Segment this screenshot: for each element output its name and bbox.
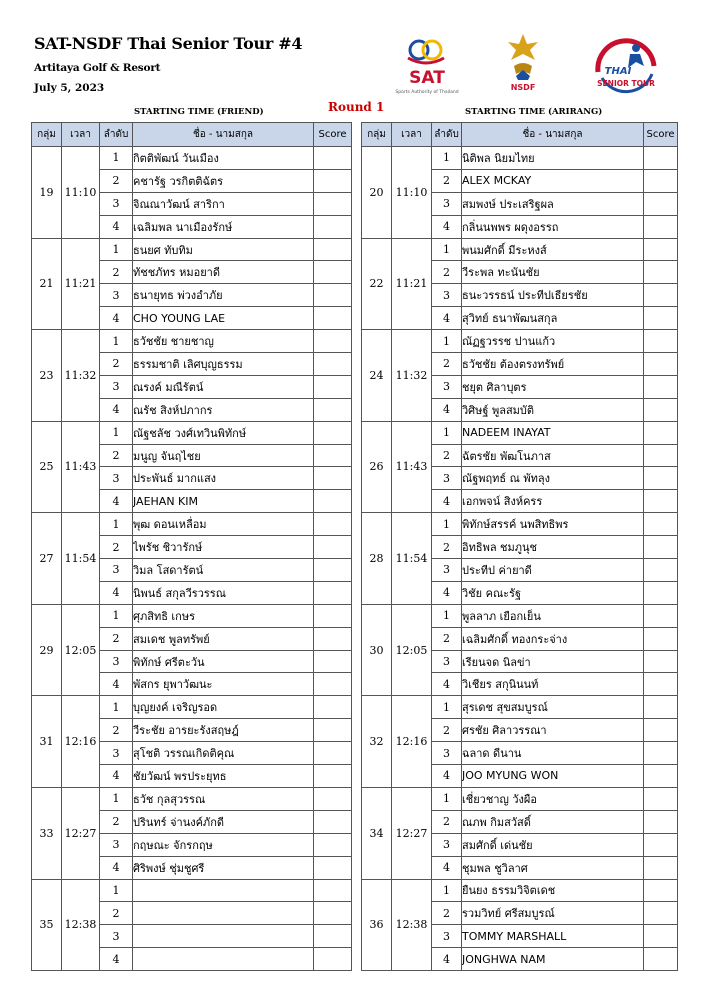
thai-logo-line1: THAI: [604, 66, 632, 77]
round-label: Round 1: [328, 100, 385, 114]
player-order: 1: [432, 787, 462, 810]
player-order: 3: [432, 467, 462, 490]
player-order: 1: [100, 421, 133, 444]
group-number: 31: [32, 696, 62, 788]
score-cell[interactable]: [644, 581, 678, 604]
score-cell[interactable]: [314, 467, 352, 490]
score-cell[interactable]: [314, 353, 352, 376]
score-cell[interactable]: [644, 444, 678, 467]
score-cell[interactable]: [644, 147, 678, 170]
player-order: 4: [432, 490, 462, 513]
player-order: 1: [100, 604, 133, 627]
player-name: ณรัช สิงห์ปภากร: [133, 398, 314, 421]
player-name: พนมศักดิ์ มีระหงส์: [462, 238, 644, 261]
player-order: 3: [432, 650, 462, 673]
name-header: ชื่อ - นามสกุล: [462, 123, 644, 147]
player-name: JONGHWA NAM: [462, 948, 644, 971]
player-name: สมศักดิ์ เด่นชัย: [462, 833, 644, 856]
player-name: ธนายุทธ พ่วงอำภัย: [133, 284, 314, 307]
player-name: [133, 925, 314, 948]
player-row: [32, 787, 352, 810]
player-order: 1: [100, 696, 133, 719]
player-row: [362, 513, 678, 536]
score-cell[interactable]: [644, 856, 678, 879]
tour-title: SAT-NSDF Thai Senior Tour #4: [34, 34, 303, 53]
score-cell[interactable]: [644, 650, 678, 673]
tee-time: 11:21: [62, 238, 100, 330]
score-cell[interactable]: [644, 559, 678, 582]
tee-time: 11:54: [392, 513, 432, 605]
player-order: 4: [432, 673, 462, 696]
score-cell[interactable]: [314, 536, 352, 559]
player-order: 1: [432, 238, 462, 261]
player-order: 2: [432, 353, 462, 376]
player-order: 2: [432, 536, 462, 559]
player-order: 2: [100, 353, 133, 376]
group-number: 30: [362, 604, 392, 696]
score-cell[interactable]: [644, 353, 678, 376]
score-cell[interactable]: [314, 215, 352, 238]
thai-senior-tour-logo: [588, 36, 668, 98]
venue-name: Artitaya Golf & Resort: [34, 62, 161, 74]
score-cell[interactable]: [644, 696, 678, 719]
left-section-title: STARTING TIME (FRIEND): [134, 107, 264, 117]
score-cell[interactable]: [314, 765, 352, 788]
tee-time: 12:05: [392, 604, 432, 696]
player-name: เฉลิมศักดิ์ ทองกระจ่าง: [462, 627, 644, 650]
player-order: 3: [100, 467, 133, 490]
player-order: 4: [432, 215, 462, 238]
score-cell[interactable]: [644, 833, 678, 856]
score-cell[interactable]: [644, 192, 678, 215]
player-name: กฤษณะ จักรกฤษ: [133, 833, 314, 856]
group-number: 27: [32, 513, 62, 605]
score-cell[interactable]: [314, 650, 352, 673]
player-name: นิพนธ์ สกุลวีรวรรณ: [133, 581, 314, 604]
player-order: 3: [100, 925, 133, 948]
player-name: อิทธิพล ชมภูนุช: [462, 536, 644, 559]
player-name: ธนยศ ทับทิม: [133, 238, 314, 261]
player-name: วีระพล ทะนันชัย: [462, 261, 644, 284]
player-order: 2: [100, 810, 133, 833]
score-cell[interactable]: [314, 398, 352, 421]
player-row: [362, 787, 678, 810]
player-row: [362, 604, 678, 627]
player-order: 3: [100, 833, 133, 856]
score-cell[interactable]: [644, 719, 678, 742]
player-order: 3: [432, 559, 462, 582]
player-order: 1: [100, 879, 133, 902]
table-header-row: [32, 123, 352, 147]
player-name: พูลลาภ เยือกเย็น: [462, 604, 644, 627]
score-cell[interactable]: [644, 673, 678, 696]
player-name: ฉลาด ดีนาน: [462, 742, 644, 765]
event-date: July 5, 2023: [34, 82, 105, 94]
tee-time: 11:21: [392, 238, 432, 330]
group-number: 23: [32, 330, 62, 422]
score-cell[interactable]: [644, 627, 678, 650]
player-order: 4: [100, 215, 133, 238]
player-order: 3: [100, 192, 133, 215]
score-cell[interactable]: [314, 902, 352, 925]
score-cell[interactable]: [644, 604, 678, 627]
score-cell[interactable]: [314, 833, 352, 856]
player-order: 4: [432, 581, 462, 604]
score-cell[interactable]: [314, 147, 352, 170]
player-name: ยืนยง ธรรมวิจิตเดช: [462, 879, 644, 902]
score-cell[interactable]: [314, 559, 352, 582]
group-header: กลุ่ม: [362, 123, 392, 147]
tee-time: 11:43: [62, 421, 100, 513]
player-order: 3: [432, 833, 462, 856]
player-order: 1: [432, 147, 462, 170]
player-name: เชี่ยวชาญ วังผือ: [462, 787, 644, 810]
player-order: 1: [432, 696, 462, 719]
nsdf-logo-text: NSDF: [510, 83, 536, 92]
right-section-title: STARTING TIME (ARIRANG): [465, 107, 603, 117]
order-header: ลำดับ: [432, 123, 462, 147]
tee-time: 11:43: [392, 421, 432, 513]
tee-time: 12:27: [392, 787, 432, 879]
group-number: 33: [32, 787, 62, 879]
player-name: พัสกร ยุพาวัฒนะ: [133, 673, 314, 696]
group-number: 25: [32, 421, 62, 513]
score-cell[interactable]: [314, 879, 352, 902]
player-order: 3: [432, 925, 462, 948]
player-name: [133, 902, 314, 925]
player-name: สุโชติ วรรณเกิดติคุณ: [133, 742, 314, 765]
player-row: [32, 330, 352, 353]
player-name: ธนะวรรธน์ ประทีปเธียรชัย: [462, 284, 644, 307]
player-order: 1: [432, 421, 462, 444]
score-cell[interactable]: [314, 673, 352, 696]
player-name: TOMMY MARSHALL: [462, 925, 644, 948]
score-cell[interactable]: [314, 787, 352, 810]
score-cell[interactable]: [314, 948, 352, 971]
player-name: JOO MYUNG WON: [462, 765, 644, 788]
score-cell[interactable]: [314, 719, 352, 742]
player-name: วิเชียร สกุนินนท์: [462, 673, 644, 696]
score-cell[interactable]: [314, 444, 352, 467]
score-cell[interactable]: [644, 467, 678, 490]
player-name: ธวัชชัย ต้องตรงทรัพย์: [462, 353, 644, 376]
score-cell[interactable]: [314, 307, 352, 330]
score-cell[interactable]: [644, 307, 678, 330]
player-row: [32, 238, 352, 261]
player-name: ณัฏฐวรรช ปานแก้ว: [462, 330, 644, 353]
score-cell[interactable]: [644, 765, 678, 788]
score-cell[interactable]: [314, 696, 352, 719]
score-cell[interactable]: [314, 238, 352, 261]
sat-logo-subtext: Sports Authority of Thailand: [395, 90, 459, 95]
group-number: 32: [362, 696, 392, 788]
score-cell[interactable]: [314, 284, 352, 307]
player-name: วีระชัย อารยะรังสฤษฎ์: [133, 719, 314, 742]
player-name: สุวิทย์ ธนาพัฒนสกุล: [462, 307, 644, 330]
player-name: ธวัชชัย ชายชาญ: [133, 330, 314, 353]
score-cell[interactable]: [314, 810, 352, 833]
player-order: 3: [100, 559, 133, 582]
player-name: สุรเดช สุขสมบูรณ์: [462, 696, 644, 719]
score-cell[interactable]: [644, 375, 678, 398]
score-cell[interactable]: [314, 261, 352, 284]
player-row: [32, 147, 352, 170]
score-cell[interactable]: [644, 284, 678, 307]
player-order: 1: [100, 330, 133, 353]
player-name: สมพงษ์ ประเสริฐผล: [462, 192, 644, 215]
player-name: พิทักษ์ ศรีตะวัน: [133, 650, 314, 673]
player-order: 2: [432, 810, 462, 833]
player-row: [32, 696, 352, 719]
player-name: กลิ่นนพพร ผดุงอรรถ: [462, 215, 644, 238]
time-header: เวลา: [62, 123, 100, 147]
group-number: 22: [362, 238, 392, 330]
score-header: Score: [644, 123, 678, 147]
score-cell[interactable]: [644, 421, 678, 444]
player-order: 4: [100, 673, 133, 696]
score-cell[interactable]: [314, 375, 352, 398]
tee-time: 12:38: [62, 879, 100, 971]
player-order: 4: [100, 398, 133, 421]
player-row: [32, 879, 352, 902]
nsdf-logo: [494, 30, 552, 94]
player-name: จิณณาวัฒน์ สาริกา: [133, 192, 314, 215]
player-name: ประพันธ์ มากแสง: [133, 467, 314, 490]
player-name: NADEEM INAYAT: [462, 421, 644, 444]
player-order: 1: [432, 513, 462, 536]
player-order: 2: [100, 261, 133, 284]
player-name: พุฒ ดอนเหลื่อม: [133, 513, 314, 536]
player-order: 4: [100, 307, 133, 330]
player-order: 3: [432, 375, 462, 398]
player-order: 1: [100, 238, 133, 261]
score-cell[interactable]: [314, 604, 352, 627]
player-order: 1: [432, 330, 462, 353]
player-name: ฉัตรชัย พัฒโนภาส: [462, 444, 644, 467]
score-cell[interactable]: [644, 948, 678, 971]
player-row: [362, 330, 678, 353]
player-order: 3: [432, 742, 462, 765]
player-order: 3: [100, 650, 133, 673]
sat-logo-text: SAT: [409, 68, 445, 88]
player-order: 3: [100, 375, 133, 398]
score-cell[interactable]: [644, 879, 678, 902]
score-cell[interactable]: [314, 627, 352, 650]
player-name: รวมวิทย์ ศรีสมบูรณ์: [462, 902, 644, 925]
player-name: ชยุต ศิลาบุตร: [462, 375, 644, 398]
group-number: 29: [32, 604, 62, 696]
player-name: พิทักษ์สรรค์ นพสิทธิพร: [462, 513, 644, 536]
player-row: [32, 513, 352, 536]
player-order: 2: [100, 536, 133, 559]
player-name: คชารัฐ วรกิตติฉัตร: [133, 169, 314, 192]
player-order: 4: [100, 948, 133, 971]
player-name: ทัชชภัทร หมอยาดี: [133, 261, 314, 284]
player-order: 2: [432, 719, 462, 742]
score-cell[interactable]: [644, 742, 678, 765]
player-name: วิศิษฐ์ พูลสมบัติ: [462, 398, 644, 421]
group-number: 24: [362, 330, 392, 422]
player-order: 3: [432, 284, 462, 307]
player-name: ธวัช กุลสุวรรณ: [133, 787, 314, 810]
player-order: 3: [100, 284, 133, 307]
player-name: JAEHAN KIM: [133, 490, 314, 513]
player-order: 2: [432, 261, 462, 284]
player-name: ศรชัย ศิลาวรรณา: [462, 719, 644, 742]
score-cell[interactable]: [314, 513, 352, 536]
player-name: CHO YOUNG LAE: [133, 307, 314, 330]
score-cell[interactable]: [644, 215, 678, 238]
tee-time: 12:16: [62, 696, 100, 788]
player-order: 2: [432, 444, 462, 467]
tee-time: 12:16: [392, 696, 432, 788]
player-order: 1: [100, 787, 133, 810]
score-cell[interactable]: [644, 513, 678, 536]
player-name: [133, 948, 314, 971]
player-order: 2: [100, 627, 133, 650]
score-cell[interactable]: [644, 238, 678, 261]
time-header: เวลา: [392, 123, 432, 147]
player-name: ณัฐพฤทธ์ ณ พัทลุง: [462, 467, 644, 490]
table-header-row: [362, 123, 678, 147]
right-starting-table: [361, 122, 678, 971]
score-cell[interactable]: [314, 925, 352, 948]
score-cell[interactable]: [314, 490, 352, 513]
score-cell[interactable]: [314, 742, 352, 765]
player-name: สมเดช พูลทรัพย์: [133, 627, 314, 650]
score-cell[interactable]: [314, 856, 352, 879]
score-cell[interactable]: [644, 810, 678, 833]
player-name: กิตติพัฒน์ วันเมือง: [133, 147, 314, 170]
group-number: 36: [362, 879, 392, 971]
player-row: [32, 604, 352, 627]
left-starting-table: [31, 122, 352, 971]
tee-time: 11:10: [62, 147, 100, 239]
player-name: ไพรัช ชิวารักษ์: [133, 536, 314, 559]
tee-time: 12:27: [62, 787, 100, 879]
player-name: วิชัย คณะรัฐ: [462, 581, 644, 604]
player-order: 1: [100, 147, 133, 170]
group-number: 34: [362, 787, 392, 879]
score-cell[interactable]: [644, 169, 678, 192]
score-cell[interactable]: [314, 330, 352, 353]
player-order: 4: [432, 948, 462, 971]
player-order: 3: [100, 742, 133, 765]
player-order: 4: [100, 856, 133, 879]
player-order: 4: [100, 490, 133, 513]
score-cell[interactable]: [644, 261, 678, 284]
player-row: [362, 147, 678, 170]
player-name: วิมล โสดารัตน์: [133, 559, 314, 582]
player-name: [133, 879, 314, 902]
player-order: 4: [432, 398, 462, 421]
player-name: ณภพ กิมสวัสดิ์: [462, 810, 644, 833]
tee-time: 11:32: [62, 330, 100, 422]
player-name: มนูญ จันฤไชย: [133, 444, 314, 467]
player-order: 2: [100, 902, 133, 925]
player-name: ธรรมชาติ เลิศบุญธรรม: [133, 353, 314, 376]
player-name: บุญยงค์ เจริญรอด: [133, 696, 314, 719]
player-order: 4: [432, 307, 462, 330]
player-order: 4: [100, 581, 133, 604]
tee-time: 11:32: [392, 330, 432, 422]
player-name: ประทีป ค่ายาดี: [462, 559, 644, 582]
player-order: 3: [432, 192, 462, 215]
player-name: นิติพล นิยมไทย: [462, 147, 644, 170]
score-cell[interactable]: [644, 902, 678, 925]
player-name: ณรงค์ มณีรัตน์: [133, 375, 314, 398]
score-cell[interactable]: [644, 536, 678, 559]
thai-logo-line2: SENIOR TOUR: [597, 79, 655, 88]
score-cell[interactable]: [644, 925, 678, 948]
player-order: 4: [432, 856, 462, 879]
player-name: ชัยวัฒน์ พรประยุทธ: [133, 765, 314, 788]
score-cell[interactable]: [644, 398, 678, 421]
group-number: 20: [362, 147, 392, 239]
group-header: กลุ่ม: [32, 123, 62, 147]
score-cell[interactable]: [314, 421, 352, 444]
sat-logo: [392, 36, 462, 98]
player-name: ชุมพล ชูวิลาศ: [462, 856, 644, 879]
player-name: เอกพจน์ สิงห์ครร: [462, 490, 644, 513]
player-row: [362, 421, 678, 444]
group-number: 19: [32, 147, 62, 239]
tee-time: 12:05: [62, 604, 100, 696]
player-name: ศุภสิทธิ เกษร: [133, 604, 314, 627]
player-name: ปรินทร์ จ่านงค์ภักดี: [133, 810, 314, 833]
player-name: ศิริพงษ์ ชุ่มชูศรี: [133, 856, 314, 879]
player-order: 1: [100, 513, 133, 536]
score-cell[interactable]: [314, 192, 352, 215]
player-row: [362, 696, 678, 719]
group-number: 26: [362, 421, 392, 513]
tee-time: 12:38: [392, 879, 432, 971]
score-cell[interactable]: [314, 169, 352, 192]
group-number: 35: [32, 879, 62, 971]
player-name: เรียนจด นิลข่า: [462, 650, 644, 673]
order-header: ลำดับ: [100, 123, 133, 147]
score-header: Score: [314, 123, 352, 147]
player-name: เฉลิมพล นาเมืองรักษ์: [133, 215, 314, 238]
player-order: 2: [432, 627, 462, 650]
name-header: ชื่อ - นามสกุล: [133, 123, 314, 147]
player-order: 2: [100, 719, 133, 742]
player-row: [362, 879, 678, 902]
tee-time: 11:10: [392, 147, 432, 239]
player-order: 4: [100, 765, 133, 788]
player-name: ALEX MCKAY: [462, 169, 644, 192]
score-cell[interactable]: [644, 787, 678, 810]
score-cell[interactable]: [644, 330, 678, 353]
player-row: [362, 238, 678, 261]
player-order: 1: [432, 879, 462, 902]
player-row: [32, 421, 352, 444]
player-order: 2: [432, 902, 462, 925]
player-name: ณัฐชลัช วงศ์เทวินพิทักษ์: [133, 421, 314, 444]
player-order: 2: [100, 169, 133, 192]
tee-time: 11:54: [62, 513, 100, 605]
player-order: 1: [432, 604, 462, 627]
score-cell[interactable]: [644, 490, 678, 513]
score-cell[interactable]: [314, 581, 352, 604]
group-number: 21: [32, 238, 62, 330]
group-number: 28: [362, 513, 392, 605]
player-order: 2: [432, 169, 462, 192]
player-order: 4: [432, 765, 462, 788]
player-order: 2: [100, 444, 133, 467]
